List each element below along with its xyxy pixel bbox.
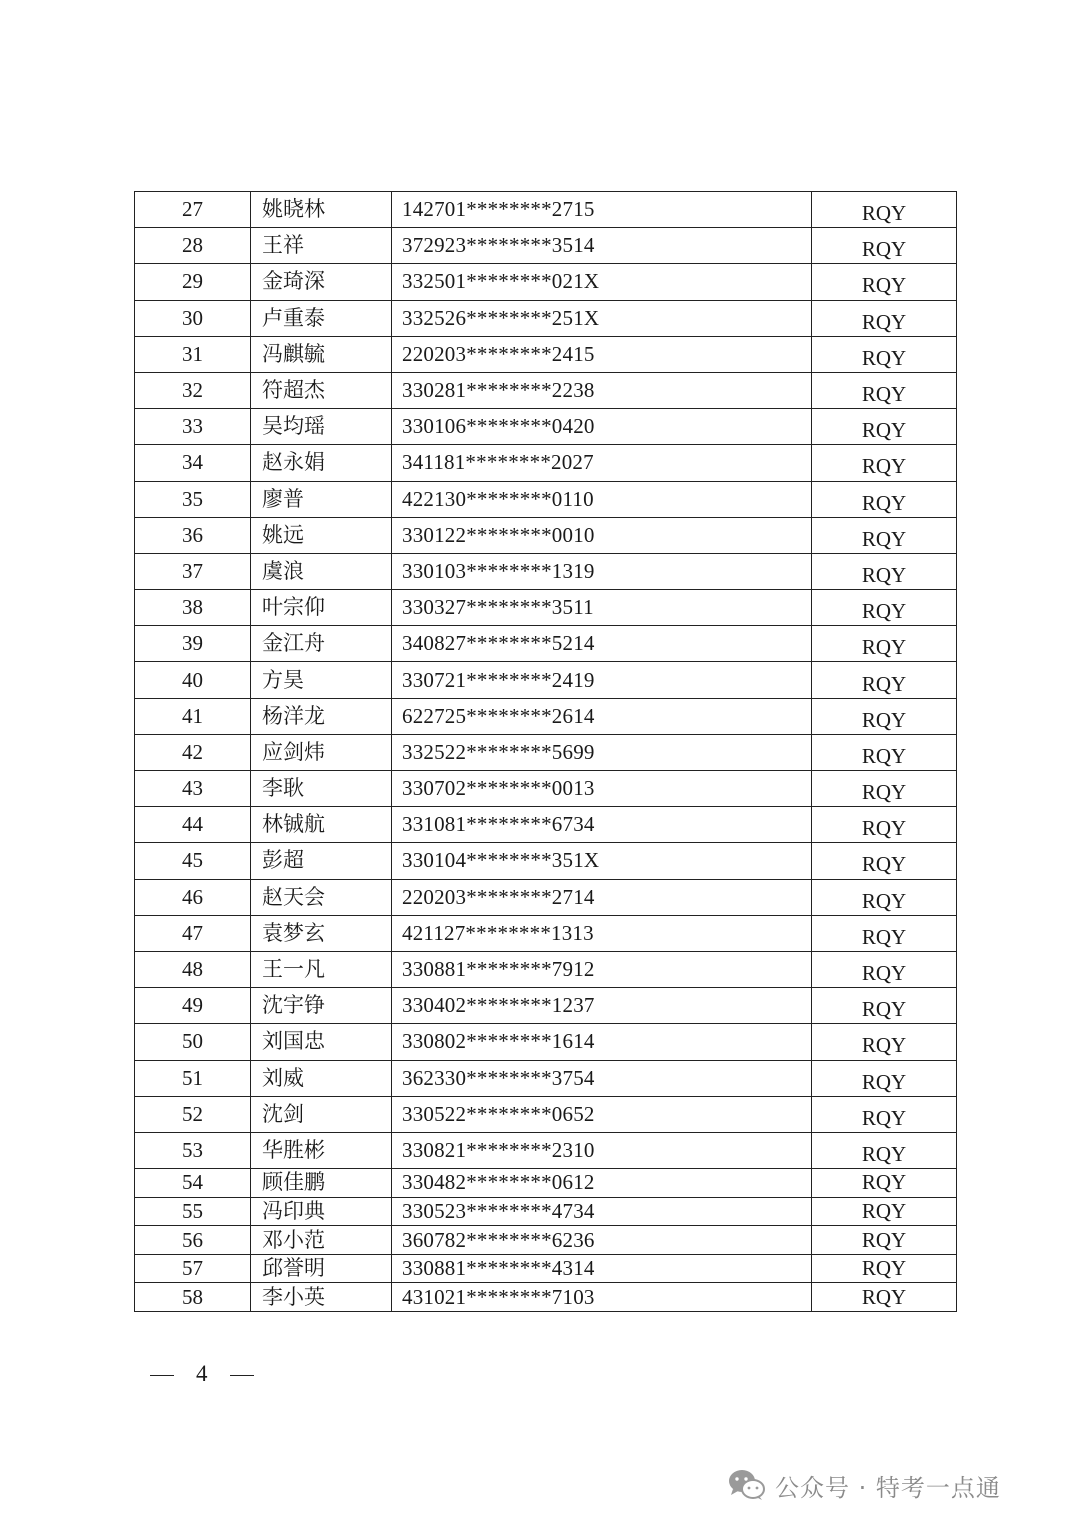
code-cell-text: RQY <box>861 1256 907 1281</box>
id-number-cell <box>392 662 812 698</box>
id-number-cell-text: 372923********3514 <box>402 233 595 258</box>
table-row <box>135 1226 957 1255</box>
code-cell <box>812 336 957 372</box>
id-number-cell <box>392 1283 812 1312</box>
code-cell-text: RQY <box>861 816 907 841</box>
name-cell <box>251 517 392 553</box>
id-number-cell <box>392 192 812 228</box>
name-cell <box>251 481 392 517</box>
name-cell-text: 杨洋龙 <box>262 703 325 728</box>
code-cell-text: RQY <box>861 562 907 587</box>
name-cell <box>251 1169 392 1198</box>
code-cell <box>812 988 957 1024</box>
code-cell-text: RQY <box>861 490 907 515</box>
name-cell <box>251 553 392 589</box>
name-cell <box>251 698 392 734</box>
id-number-cell-text: 330122********0010 <box>402 522 595 547</box>
row-number-cell-text: 42 <box>182 739 203 764</box>
code-cell <box>812 372 957 408</box>
id-number-cell <box>392 843 812 879</box>
table-row <box>135 372 957 408</box>
table-row <box>135 843 957 879</box>
row-number-cell <box>135 734 251 770</box>
name-cell <box>251 445 392 481</box>
name-cell-text: 符超杰 <box>262 378 325 403</box>
name-cell <box>251 228 392 264</box>
name-cell-text: 李小英 <box>262 1284 325 1309</box>
id-number-cell-text: 330106********0420 <box>402 414 595 439</box>
row-number-cell <box>135 951 251 987</box>
name-cell-text: 华胜彬 <box>262 1137 325 1162</box>
code-cell-text: RQY <box>861 707 907 732</box>
id-number-cell-text: 332526********251X <box>402 305 600 330</box>
page-dash-right <box>230 1375 254 1377</box>
row-number-cell <box>135 988 251 1024</box>
row-number-cell-text: 58 <box>182 1284 203 1309</box>
code-cell <box>812 807 957 843</box>
row-number-cell <box>135 336 251 372</box>
roster-body <box>135 192 957 1312</box>
row-number-cell-text: 30 <box>182 305 203 330</box>
name-cell-text: 廖普 <box>262 486 304 511</box>
name-cell-text: 金江舟 <box>262 631 325 656</box>
id-number-cell <box>392 228 812 264</box>
watermark-text: 公众号 · 特考一点通 <box>775 1473 1001 1502</box>
id-number-cell <box>392 771 812 807</box>
name-cell-text: 沈剑 <box>262 1101 304 1126</box>
id-number-cell <box>392 698 812 734</box>
row-number-cell <box>135 517 251 553</box>
name-cell <box>251 988 392 1024</box>
id-number-cell <box>392 1169 812 1198</box>
code-cell <box>812 843 957 879</box>
name-cell-text: 赵天会 <box>262 884 325 909</box>
table-row <box>135 915 957 951</box>
id-number-cell-text: 330103********1319 <box>402 558 595 583</box>
name-cell <box>251 372 392 408</box>
row-number-cell <box>135 300 251 336</box>
table-row <box>135 553 957 589</box>
code-cell-text: RQY <box>861 526 907 551</box>
id-number-cell <box>392 300 812 336</box>
code-cell-text: RQY <box>861 201 907 226</box>
code-cell <box>812 192 957 228</box>
code-cell-text: RQY <box>861 671 907 696</box>
row-number-cell-text: 46 <box>182 884 203 909</box>
code-cell-text: RQY <box>861 418 907 443</box>
code-cell-text: RQY <box>861 309 907 334</box>
row-number-cell <box>135 698 251 734</box>
code-cell <box>812 300 957 336</box>
id-number-cell-text: 332522********5699 <box>402 739 595 764</box>
code-cell-text: RQY <box>861 924 907 949</box>
id-number-cell <box>392 372 812 408</box>
row-number-cell <box>135 626 251 662</box>
code-cell <box>812 590 957 626</box>
page-number: 4 <box>196 1361 208 1386</box>
name-cell <box>251 734 392 770</box>
code-cell <box>812 1024 957 1060</box>
code-cell-text: RQY <box>861 780 907 805</box>
row-number-cell <box>135 662 251 698</box>
id-number-cell <box>392 1132 812 1168</box>
name-cell <box>251 771 392 807</box>
row-number-cell-text: 31 <box>182 341 203 366</box>
id-number-cell-text: 330522********0652 <box>402 1101 595 1126</box>
table-row <box>135 626 957 662</box>
name-cell-text: 冯印典 <box>262 1198 325 1223</box>
row-number-cell <box>135 228 251 264</box>
name-cell-text: 金琦深 <box>262 269 325 294</box>
table-row <box>135 228 957 264</box>
code-cell-text: RQY <box>861 454 907 479</box>
table-row <box>135 1096 957 1132</box>
id-number-cell <box>392 807 812 843</box>
code-cell-text: RQY <box>861 1033 907 1058</box>
code-cell <box>812 1060 957 1096</box>
row-number-cell-text: 44 <box>182 812 203 837</box>
table-row <box>135 1132 957 1168</box>
row-number-cell <box>135 1283 251 1312</box>
code-cell <box>812 409 957 445</box>
row-number-cell <box>135 915 251 951</box>
name-cell-text: 刘威 <box>262 1065 304 1090</box>
id-number-cell <box>392 517 812 553</box>
row-number-cell-text: 37 <box>182 558 203 583</box>
code-cell-text: RQY <box>861 237 907 262</box>
id-number-cell <box>392 445 812 481</box>
code-cell-text: RQY <box>861 888 907 913</box>
row-number-cell-text: 51 <box>182 1065 203 1090</box>
id-number-cell-text: 362330********3754 <box>402 1065 595 1090</box>
code-cell <box>812 879 957 915</box>
id-number-cell <box>392 951 812 987</box>
name-cell-text: 虞浪 <box>262 558 304 583</box>
row-number-cell-text: 43 <box>182 776 203 801</box>
code-cell <box>812 734 957 770</box>
name-cell <box>251 626 392 662</box>
row-number-cell-text: 32 <box>182 378 203 403</box>
name-cell <box>251 879 392 915</box>
id-number-cell <box>392 590 812 626</box>
name-cell <box>251 590 392 626</box>
name-cell <box>251 1024 392 1060</box>
name-cell-text: 赵永娟 <box>262 450 325 475</box>
row-number-cell-text: 35 <box>182 486 203 511</box>
name-cell-text: 卢重泰 <box>262 305 325 330</box>
id-number-cell-text: 330523********4734 <box>402 1198 595 1223</box>
code-cell <box>812 662 957 698</box>
row-number-cell-text: 49 <box>182 993 203 1018</box>
table-row <box>135 1024 957 1060</box>
watermark <box>727 1467 1001 1503</box>
row-number-cell <box>135 1254 251 1283</box>
id-number-cell <box>392 264 812 300</box>
code-cell <box>812 1197 957 1226</box>
row-number-cell-text: 56 <box>182 1227 203 1252</box>
code-cell <box>812 481 957 517</box>
name-cell <box>251 951 392 987</box>
code-cell <box>812 771 957 807</box>
row-number-cell-text: 50 <box>182 1029 203 1054</box>
row-number-cell-text: 34 <box>182 450 203 475</box>
id-number-cell-text: 330881********7912 <box>402 957 595 982</box>
code-cell <box>812 1254 957 1283</box>
name-cell-text: 彭超 <box>262 848 304 873</box>
id-number-cell-text: 330327********3511 <box>402 595 594 620</box>
row-number-cell-text: 28 <box>182 233 203 258</box>
row-number-cell-text: 27 <box>182 197 203 222</box>
id-number-cell-text: 220203********2714 <box>402 884 595 909</box>
code-cell <box>812 1169 957 1198</box>
row-number-cell-text: 29 <box>182 269 203 294</box>
row-number-cell-text: 54 <box>182 1170 203 1195</box>
row-number-cell-text: 52 <box>182 1101 203 1126</box>
id-number-cell-text: 332501********021X <box>402 269 600 294</box>
code-cell <box>812 517 957 553</box>
name-cell-text: 姚远 <box>262 522 304 547</box>
row-number-cell <box>135 590 251 626</box>
name-cell-text: 王祥 <box>262 233 304 258</box>
row-number-cell-text: 36 <box>182 522 203 547</box>
table-row <box>135 1254 957 1283</box>
name-cell <box>251 662 392 698</box>
table-row <box>135 1060 957 1096</box>
code-cell-text: RQY <box>861 1141 907 1166</box>
code-cell <box>812 445 957 481</box>
id-number-cell-text: 622725********2614 <box>402 703 595 728</box>
table-row <box>135 988 957 1024</box>
name-cell-text: 林铖航 <box>262 812 325 837</box>
code-cell-text: RQY <box>861 1198 907 1223</box>
code-cell <box>812 1132 957 1168</box>
id-number-cell-text: 431021********7103 <box>402 1284 595 1309</box>
name-cell-text: 方昊 <box>262 667 304 692</box>
name-cell <box>251 1226 392 1255</box>
id-number-cell <box>392 1096 812 1132</box>
id-number-cell-text: 330802********1614 <box>402 1029 595 1054</box>
id-number-cell-text: 142701********2715 <box>402 197 595 222</box>
table-row <box>135 734 957 770</box>
row-number-cell-text: 47 <box>182 920 203 945</box>
row-number-cell-text: 39 <box>182 631 203 656</box>
table-row <box>135 1169 957 1198</box>
code-cell-text: RQY <box>861 852 907 877</box>
id-number-cell-text: 421127********1313 <box>402 920 594 945</box>
name-cell <box>251 409 392 445</box>
id-number-cell-text: 330104********351X <box>402 848 600 873</box>
code-cell <box>812 264 957 300</box>
name-cell-text: 袁梦玄 <box>262 920 325 945</box>
id-number-cell <box>392 1226 812 1255</box>
row-number-cell <box>135 771 251 807</box>
table-row <box>135 481 957 517</box>
name-cell <box>251 336 392 372</box>
table-row <box>135 807 957 843</box>
code-cell-text: RQY <box>861 1105 907 1130</box>
row-number-cell <box>135 1024 251 1060</box>
wechat-icon <box>727 1468 767 1502</box>
name-cell <box>251 1132 392 1168</box>
roster-table <box>134 191 957 1312</box>
table-row <box>135 300 957 336</box>
id-number-cell <box>392 988 812 1024</box>
row-number-cell <box>135 264 251 300</box>
table-row <box>135 698 957 734</box>
row-number-cell-text: 41 <box>182 703 203 728</box>
row-number-cell <box>135 1060 251 1096</box>
row-number-cell <box>135 1169 251 1198</box>
id-number-cell-text: 330821********2310 <box>402 1137 595 1162</box>
id-number-cell <box>392 1060 812 1096</box>
row-number-cell <box>135 1197 251 1226</box>
row-number-cell-text: 33 <box>182 414 203 439</box>
row-number-cell <box>135 481 251 517</box>
table-row <box>135 409 957 445</box>
id-number-cell-text: 330402********1237 <box>402 993 595 1018</box>
table-row <box>135 590 957 626</box>
table-row <box>135 1283 957 1312</box>
row-number-cell-text: 53 <box>182 1137 203 1162</box>
code-cell-text: RQY <box>861 1069 907 1094</box>
id-number-cell <box>392 626 812 662</box>
name-cell-text: 吴均瑶 <box>262 414 325 439</box>
row-number-cell-text: 48 <box>182 957 203 982</box>
row-number-cell <box>135 445 251 481</box>
name-cell <box>251 1283 392 1312</box>
table-row <box>135 1197 957 1226</box>
name-cell-text: 沈宇铮 <box>262 993 325 1018</box>
table-row <box>135 517 957 553</box>
table-row <box>135 951 957 987</box>
row-number-cell <box>135 1096 251 1132</box>
name-cell <box>251 1096 392 1132</box>
id-number-cell <box>392 1024 812 1060</box>
name-cell-text: 顾佳鹏 <box>262 1170 325 1195</box>
code-cell-text: RQY <box>861 1170 907 1195</box>
name-cell <box>251 1197 392 1226</box>
row-number-cell-text: 55 <box>182 1198 203 1223</box>
name-cell-text: 王一凡 <box>262 957 325 982</box>
name-cell-text: 邓小范 <box>262 1227 325 1252</box>
row-number-cell <box>135 192 251 228</box>
name-cell <box>251 192 392 228</box>
id-number-cell <box>392 409 812 445</box>
code-cell <box>812 1283 957 1312</box>
row-number-cell-text: 38 <box>182 595 203 620</box>
name-cell-text: 邱誉明 <box>262 1256 325 1281</box>
code-cell <box>812 1226 957 1255</box>
id-number-cell-text: 331081********6734 <box>402 812 595 837</box>
page-dash-left <box>150 1375 174 1377</box>
name-cell <box>251 843 392 879</box>
code-cell <box>812 553 957 589</box>
code-cell-text: RQY <box>861 997 907 1022</box>
id-number-cell-text: 330721********2419 <box>402 667 595 692</box>
id-number-cell-text: 360782********6236 <box>402 1227 595 1252</box>
id-number-cell-text: 330881********4314 <box>402 1256 595 1281</box>
row-number-cell-text: 45 <box>182 848 203 873</box>
id-number-cell <box>392 1197 812 1226</box>
code-cell-text: RQY <box>861 273 907 298</box>
name-cell-text: 李耿 <box>262 776 304 801</box>
id-number-cell-text: 422130********0110 <box>402 486 594 511</box>
id-number-cell <box>392 336 812 372</box>
name-cell-text: 叶宗仰 <box>262 595 325 620</box>
table-row <box>135 662 957 698</box>
code-cell <box>812 626 957 662</box>
name-cell-text: 应剑炜 <box>262 739 325 764</box>
code-cell <box>812 951 957 987</box>
table-row <box>135 336 957 372</box>
name-cell <box>251 807 392 843</box>
row-number-cell <box>135 372 251 408</box>
code-cell-text: RQY <box>861 961 907 986</box>
code-cell <box>812 915 957 951</box>
row-number-cell <box>135 553 251 589</box>
code-cell <box>812 228 957 264</box>
code-cell-text: RQY <box>861 743 907 768</box>
id-number-cell-text: 330281********2238 <box>402 378 595 403</box>
table-row <box>135 264 957 300</box>
code-cell <box>812 1096 957 1132</box>
name-cell-text: 姚晓林 <box>262 197 325 222</box>
id-number-cell-text: 220203********2415 <box>402 341 595 366</box>
id-number-cell-text: 330482********0612 <box>402 1170 595 1195</box>
id-number-cell-text: 341181********2027 <box>402 450 594 475</box>
row-number-cell <box>135 843 251 879</box>
code-cell-text: RQY <box>861 635 907 660</box>
id-number-cell <box>392 879 812 915</box>
row-number-cell <box>135 409 251 445</box>
code-cell-text: RQY <box>861 345 907 370</box>
id-number-cell-text: 330702********0013 <box>402 776 595 801</box>
code-cell-text: RQY <box>861 1284 907 1309</box>
name-cell <box>251 264 392 300</box>
table-row <box>135 192 957 228</box>
row-number-cell <box>135 1132 251 1168</box>
code-cell <box>812 698 957 734</box>
name-cell <box>251 1254 392 1283</box>
id-number-cell <box>392 553 812 589</box>
table-row <box>135 771 957 807</box>
id-number-cell <box>392 1254 812 1283</box>
code-cell-text: RQY <box>861 1227 907 1252</box>
code-cell-text: RQY <box>861 382 907 407</box>
page-footer <box>150 1361 254 1387</box>
table-row <box>135 445 957 481</box>
row-number-cell <box>135 879 251 915</box>
name-cell <box>251 1060 392 1096</box>
table-row <box>135 879 957 915</box>
id-number-cell-text: 340827********5214 <box>402 631 595 656</box>
name-cell-text: 冯麒毓 <box>262 341 325 366</box>
row-number-cell-text: 57 <box>182 1256 203 1281</box>
id-number-cell <box>392 734 812 770</box>
name-cell <box>251 300 392 336</box>
row-number-cell <box>135 1226 251 1255</box>
id-number-cell <box>392 481 812 517</box>
name-cell <box>251 915 392 951</box>
row-number-cell <box>135 807 251 843</box>
id-number-cell <box>392 915 812 951</box>
code-cell-text: RQY <box>861 599 907 624</box>
name-cell-text: 刘国忠 <box>262 1029 325 1054</box>
row-number-cell-text: 40 <box>182 667 203 692</box>
